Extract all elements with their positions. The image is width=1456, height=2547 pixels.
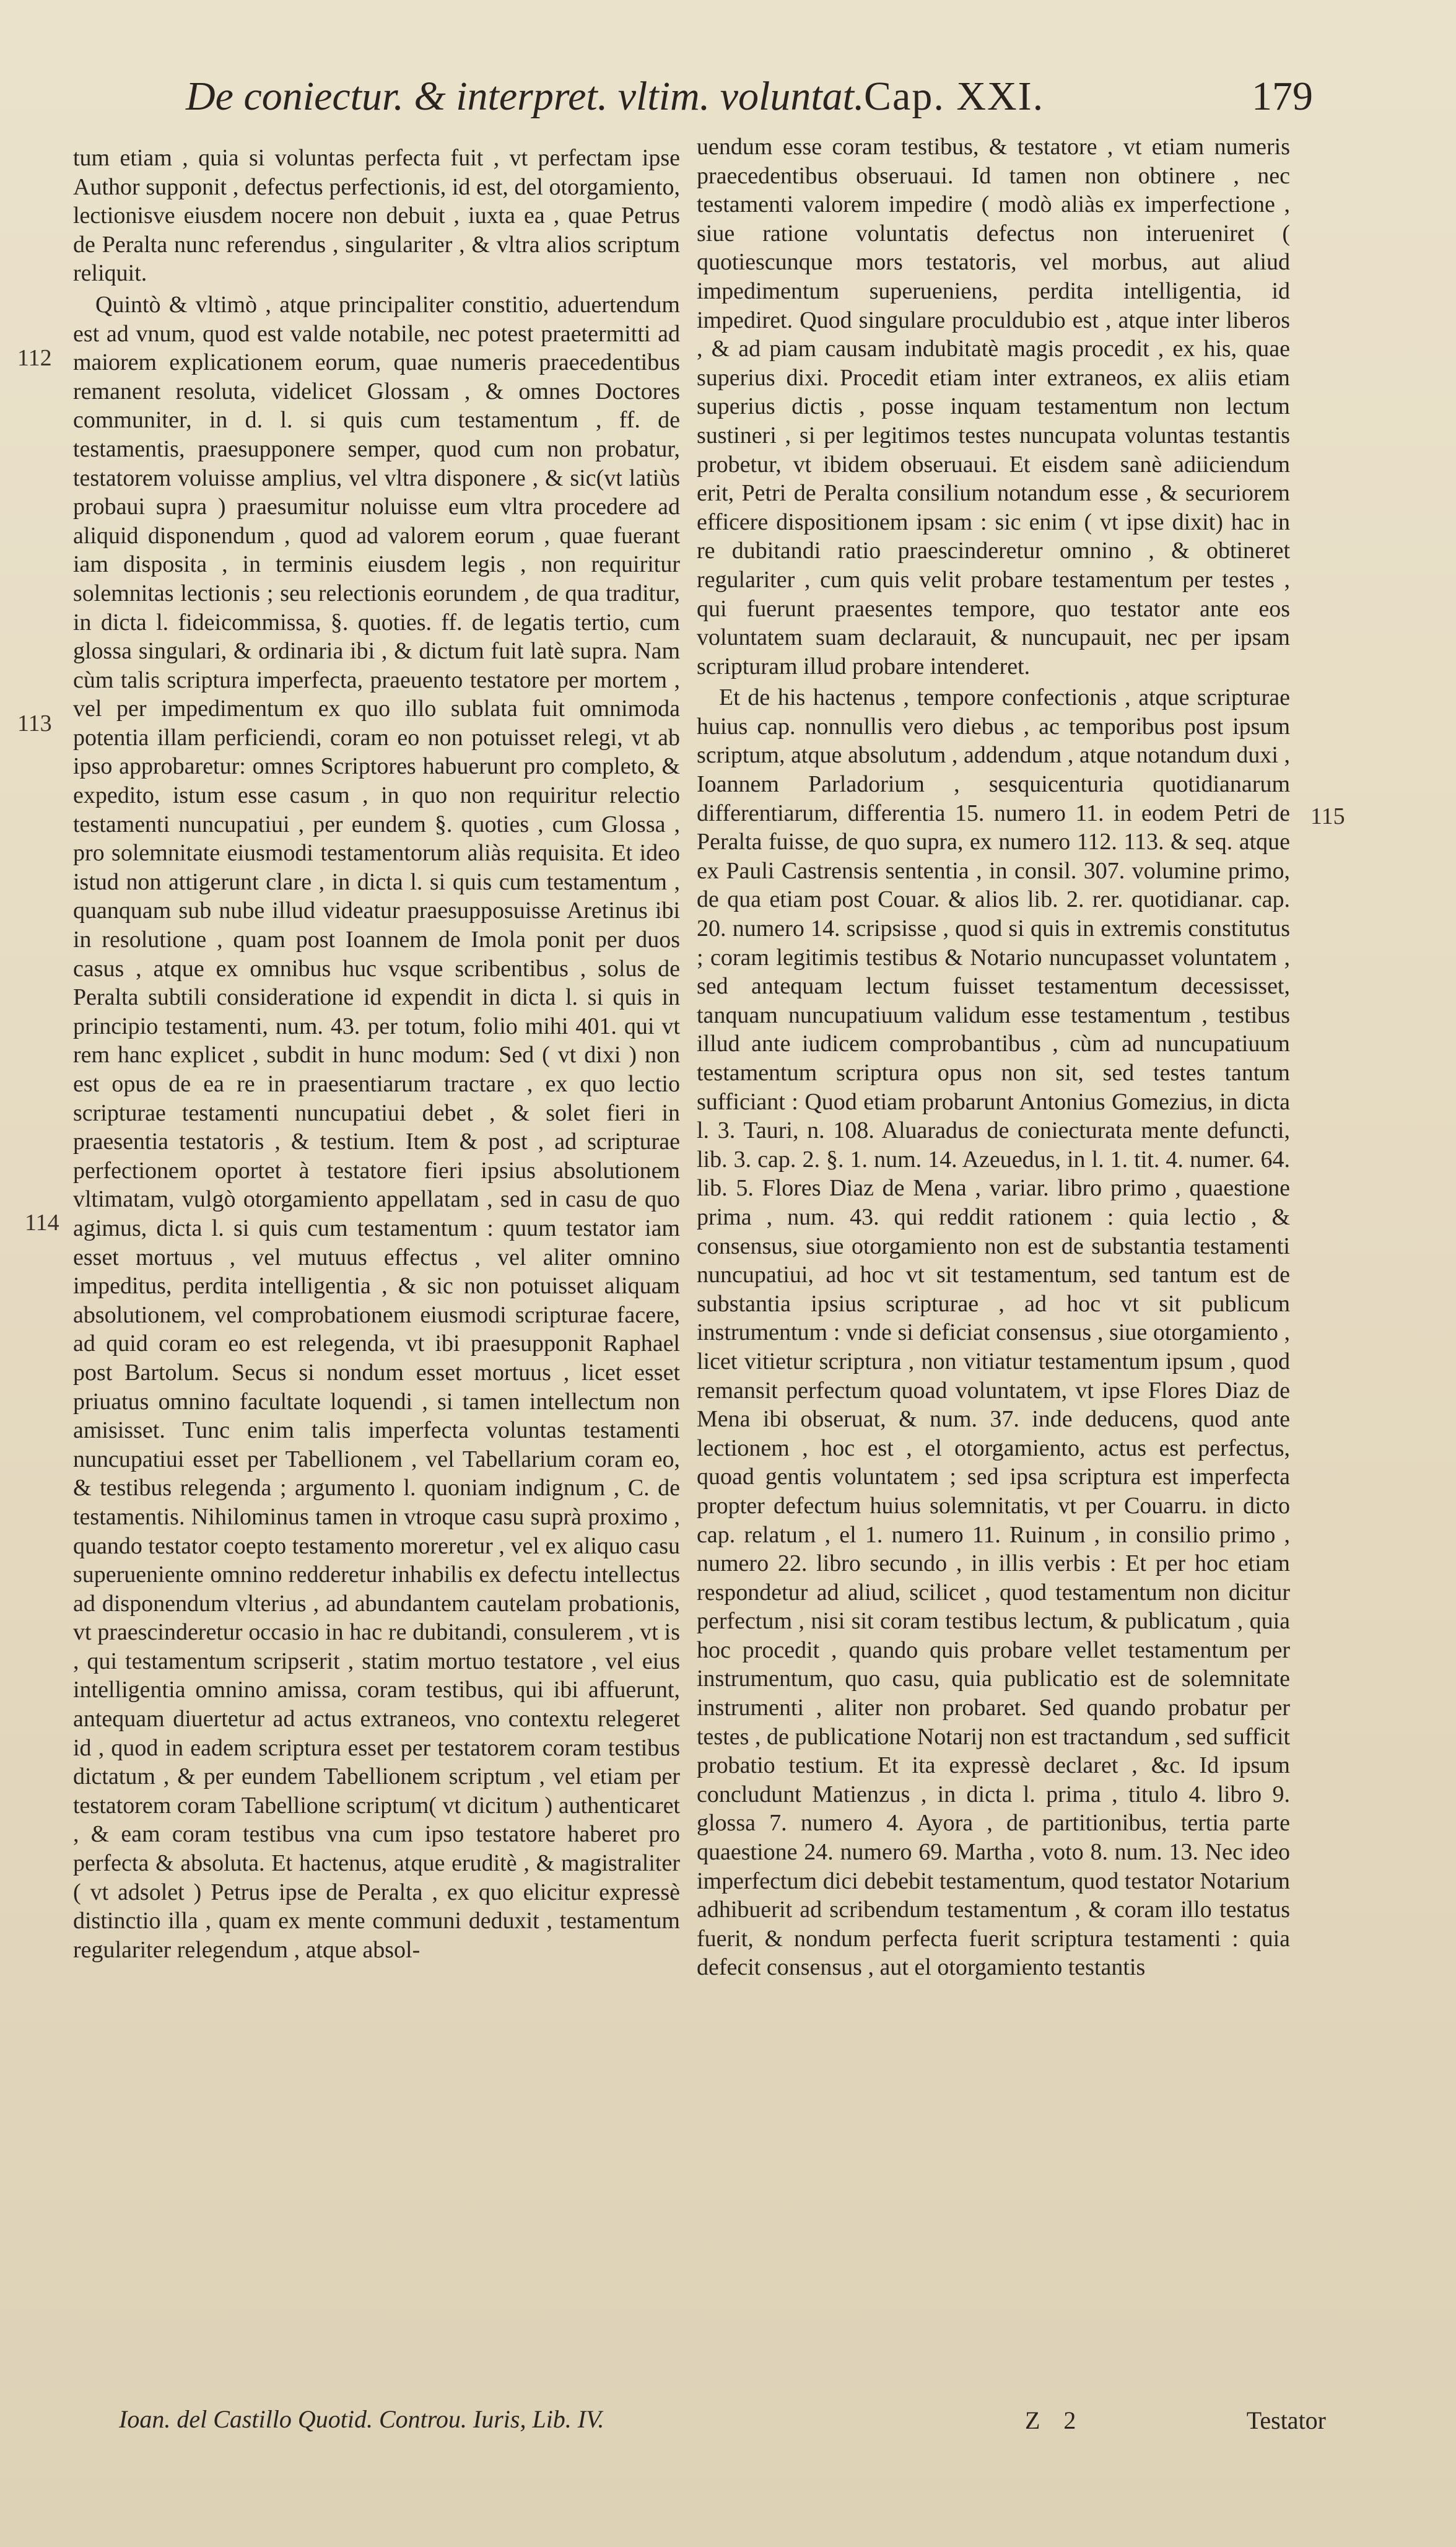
left-column [73, 144, 680, 1967]
paragraph: tum etiam , quia si voluntas perfecta fuit , vt perfectam ipse Author supponit , defectus perfectionis, id est, del otorgamiento, lectionisve eiusdem nocere non debuit , iuxta ea , quae Petrus de Peralta nunc referendus , singulariter , & vltra alios scriptum reliquit. [73, 145, 680, 287]
margin-number: 113 [17, 710, 52, 736]
chapter-label: Cap. XXI. [864, 74, 1045, 119]
footer-running-title: Ioan. del Castillo Quotid. Controu. Iuris, Lib. IV. [119, 2405, 604, 2433]
page-number: 179 [1252, 74, 1313, 119]
paragraph: Quintò & vltimò , atque principaliter constitio, aduertendum est ad vnum, quod est valde notabile, nec potest praetermitti ad maiorem explicationem eorum, quae numeris praecedentibus remanent resoluta, videlicet Glossam , & omnes Doctores communiter, in d. l. si quis cum testamentum , ff. de testamentis, praesupponere semper, quod cum non probatur, testatorem voluisse amplius, vel vltra disponere , & sic(vt latiùs probaui supra ) praesumitur noluisse eum vltra procedere ad aliquid disponendum , quod ad valorem eorum , quae fuerant iam disposita , in terminis eiusdem legis , non requiritur solemnitas lectionis ; seu relectionis eorundem , de qua traditur, in dicta l. fideicommissa, §. quoties. ff. de legatis tertio, cum glossa singulari, & ordinaria ibi , & dictum fuit latè supra. Nam cùm talis scriptura imperfecta, praeuento testatore per mortem , vel per impedimentum ex quo illo sublata fuit omnimoda potentia illam perficiendi, coram eo non potuisset relegi, vt ab ipso approbaretur: omnes Scriptores habuerunt pro completo, & expedito, istum esse casum , in quo non requiritur relectio testamenti nuncupatiui , per eundem §. quoties , cum Glossa , pro solemnitate eiusmodi testamentorum aliàs requisita. Et ideo istud non attigerunt clare , in dicta l. si quis cum testamentum , quanquam sub nube illud videatur praesupposuisse Aretinus ibi in resolutione , quam post Ioannem de Imola ponit per duos casus , atque ex omnibus huc vsque scribentibus , solus de Peralta subtili consideratione id expendit in dicta l. si quis in principio testamenti, num. 43. per totum, folio mihi 401. qui vt rem hanc explicet , subdit in hunc modum: Sed ( vt dixi ) non est opus de ea re in praesentiarum tractare , ex quo lectio scripturae testamenti nuncupatiui debet , & solet fieri in praesentia testatoris , & testium. Item & post , ad scripturae perfectionem oportet à testatore fieri ipsius absolutionem vltimatam, vulgò otorgamiento appellatam , sed in casu de quo agimus, dicta l. si quis cum testamentum : quum testator iam esset mortuus , vel mutuus effectus , vel aliter omnino impeditus, perdita intelligentia , & sic non potuisset aliquam absolutionem, vel comprobationem eiusmodi scripturae facere, ad quid coram eo est relegenda, vt ibi praesupponit Raphael post Bartolum. Secus si nondum esset mortuus , licet esset priuatus omnino facultate loquendi , si tamen intellectum non amisisset. Tunc enim talis imperfecta voluntas testamenti nuncupatiui esset per Tabellionem , vel Tabellarium coram eo, & testibus relegenda ; argumento l. quoniam indignum , C. de testamentis. Nihilominus tamen in vtroque casu suprà proximo , quando testator coepto testamento moreretur , vel ex aliquo casu superueniente omnino redderetur inhabilis ex defectu intellectus ad disponendum vlterius , ad abundantem cautelam probationis, vt praescinderetur occasio in hac re dubitandi, consulerem , vt is , qui testamentum scripserit , statim mortuo testatore , vel eius intelligentia omnino amissa, coram testibus, qui ibi affuerunt, antequam diuertetur ad actus extraneos, vno contextu relegeret id , quod in eadem scriptura esset per testatorem coram testibus dictatum , & per eundem Tabellionem scriptum , vel etiam per testatorem coram Tabellione scriptum( vt dicitum ) authenticaret , & eam coram testibus vna cum ipso testatore haberet pro perfecta & absoluta. Et hactenus, atque eruditè , & magistraliter ( vt adsolet ) Petrus ipse de Peralta , ex quo elicitur expressè distinctio illa , quam ex mente communi deduxit , testamentum regulariter relegendum , atque absol- [73, 291, 680, 1963]
running-header [186, 73, 1313, 129]
margin-number: 115 [1310, 803, 1345, 829]
margin-number: 112 [17, 345, 52, 371]
paragraph: Et de his hactenus , tempore confectionis , atque scripturae huius cap. nonnullis vero diebus , ac temporibus post ipsum scriptum, atque absolutum , addendum , atque notandum duxi , Ioannem Parladorium , sesquicenturia quotidianarum differentiarum, differentia 15. numero 11. in eodem Petri de Peralta fuisse, de quo supra, ex numero 112. 113. & seq. atque ex Pauli Castrensis sententia , in consil. 307. volumine primo, de qua etiam post Couar. & alios lib. 2. rer. quotidianar. cap. 20. numero 14. scripsisse , quod si quis in extremis constitutus ; coram legitimis testibus & Notario nuncupasset voluntatem , sed antequam lectum fuisset testamentum decessisset, tanquam nuncupatiuum validum esse testamentum , testibus illud ante iudicem comprobantibus , cùm ad nuncupatiuum testamentum scriptura opus non sit, sed testes tantum sufficiant : Quod etiam probarunt Antonius Gomezius, in dicta l. 3. Tauri, n. 108. Aluaradus de coniecturata mente defuncti, lib. 3. cap. 2. §. 1. num. 14. Azeuedus, in l. 1. tit. 4. numer. 64. lib. 5. Flores Diaz de Mena , variar. libro primo , quaestione prima , num. 43. qui reddit rationem : quia lectio , & consensus, siue otorgamiento non est de substantia testamenti nuncupatiui, ad hoc vt sit testamentum, sed tantum est de substantia ipsius scripturae , ad hoc vt sit publicum instrumentum : vnde si deficiat consensus , siue otorgamiento , licet vitietur scriptura , non vitiatur testamentum ipsum , quod remansit perfectum quoad voluntatem, vt ipse Flores Diaz de Mena ibi obseruat, & num. 37. inde deducens, quod ante lectionem , hoc est , el otorgamiento, actus est perfectus, quoad gentis voluntatem ; sed ipsa scriptura est imperfecta propter defectum huius solemnitatis, vt per Couarru. in dicto cap. relatum , el 1. numero 11. Ruinum , in consilio primo , numero 22. libro secundo , in illis verbis : Et per hoc etiam respondetur ad aliud, scilicet , quod testamentum non dicitur perfectum , nisi sit coram testibus lectum, & publicatum , quia hoc procedit , quando quis probare vellet testamentum per instrumentum, quo casu, quia publicatio est de solemnitate instrumenti , aliter non probaret. Sed quando probatur per testes , de publicatione Notarij non est tractandum , sed sufficit probatio testium. Et ita expressè declaret , &c. Id ipsum concludunt Matienzus , in dicta l. prima , titulo 4. libro 9. glossa 7. numero 4. Ayora , de partitionibus, tertia parte quaestione 24. numero 69. Martha , voto 8. num. 13. Nec ideo imperfectum dici debebit testamentum, quod testator Notarium adhibuerit ad scribendum testamentum , & coram illo testatus fuerit, & nondum perfecta fuerit scriptura testamenti : quia defecit consensus , aut el otorgamiento testantis [697, 684, 1290, 1981]
signature-mark: Z 2 [1025, 2406, 1085, 2434]
catchword: Testator [1246, 2406, 1326, 2434]
margin-number: 114 [25, 1210, 59, 1236]
right-column [697, 133, 1290, 1985]
running-title: De coniectur. & interpret. vltim. voluntat. [186, 74, 865, 119]
paragraph: uendum esse coram testibus, & testatore , vt etiam numeris praecedentibus obseruaui. Id tamen non obtinere , nec testamenti valorem impedire ( modò aliàs ex imperfectione , siue ratione voluntatis defectus non interueniret ( quotiescunque mors testatoris, vel morbus, aut aliud impedimentum superueniens, perdita intelligentia, id impediret. Quod singulare proculdubio est , atque inter liberos , & ad piam causam indubitatè magis procedit , ex his, quae superius dixi. Procedit etiam inter extraneos, ex aliis etiam superius dictis , posse inquam testamentum non lectum sustineri , si per legitimos testes nuncupata voluntas testantis probetur, vt ibidem obseruaui. Et eisdem sanè adiiciendum erit, Petri de Peralta consilium notandum esse , & securiorem efficere dispositionem ipsam : sic enim ( vt ipse dixit) hac in re dubitandi ratio praescinderetur omnino , & obtineret regulariter , cum quis velit probare testamentum per testes , qui fuerunt praesentes tempore, quo testator ante eos voluntatem suam declarauit, & nuncupauit, nec per ipsam scripturam illud probare intenderet. [697, 134, 1290, 679]
